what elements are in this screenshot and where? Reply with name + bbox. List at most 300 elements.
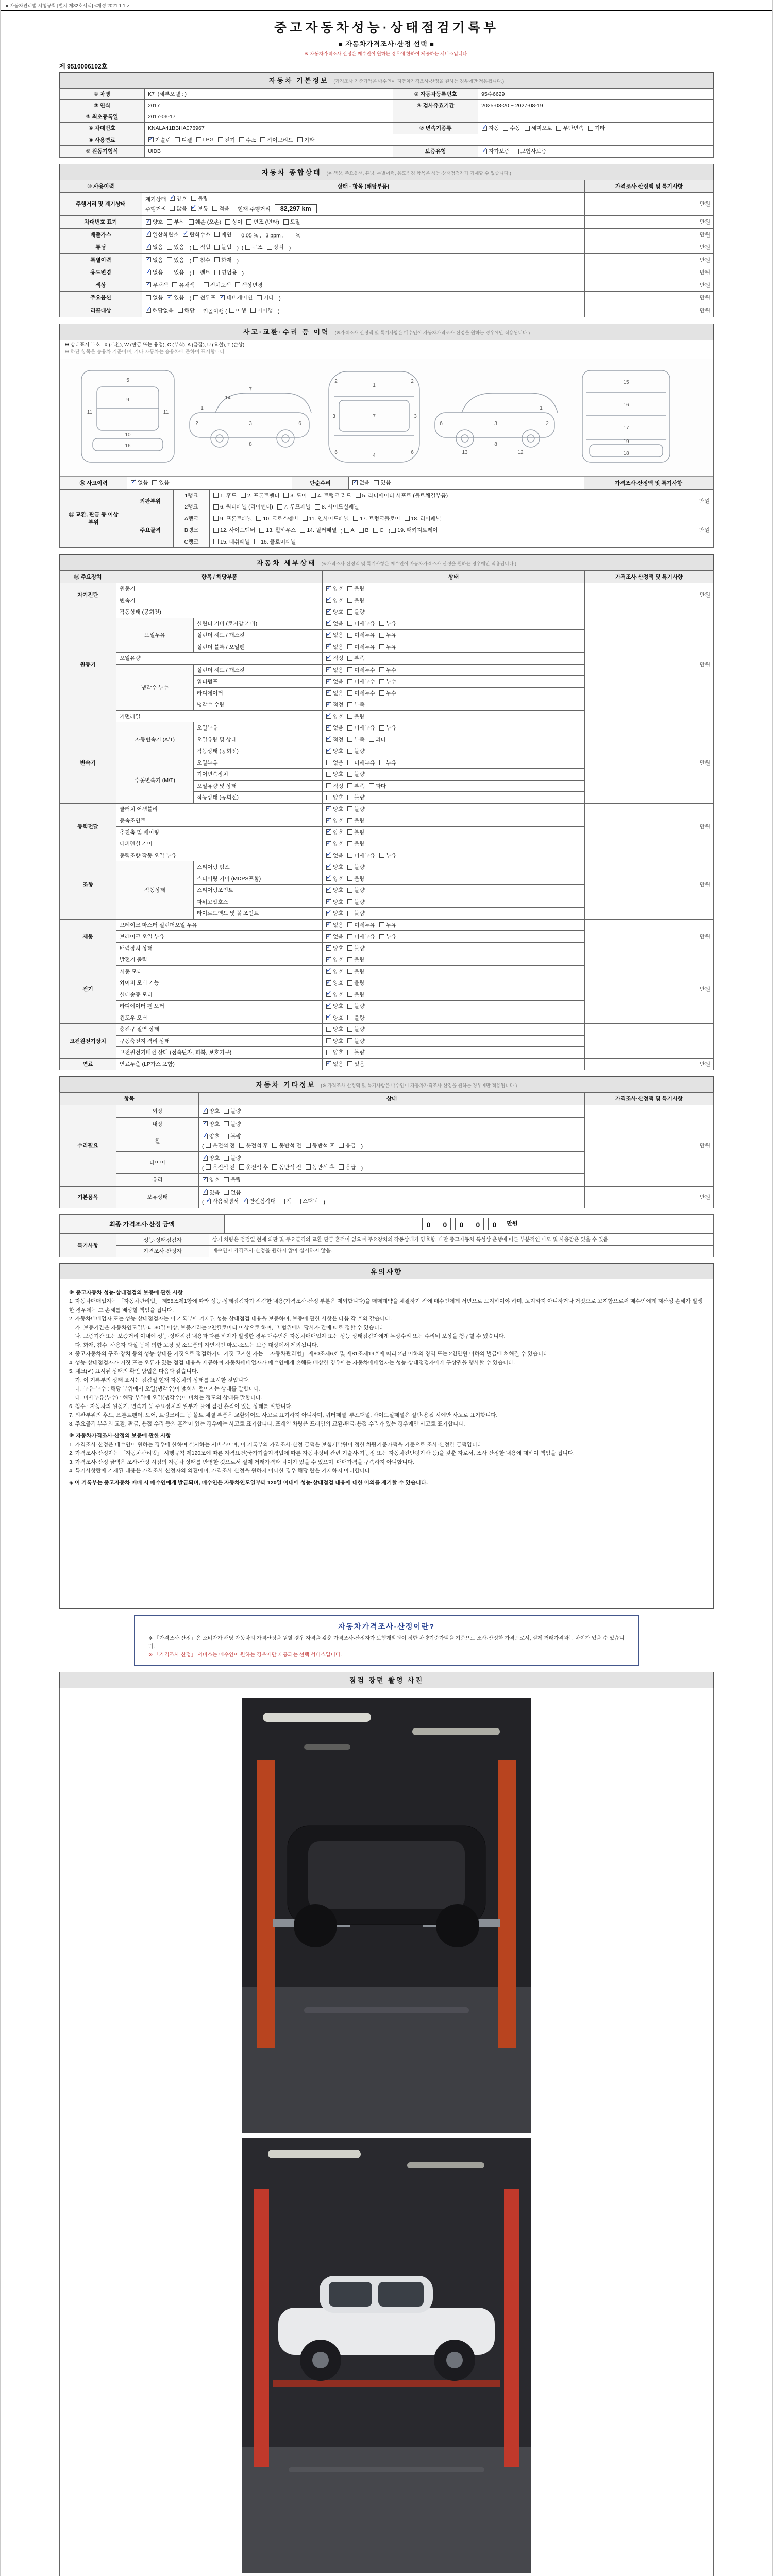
checkbox-label: 15. 대쉬패널 <box>220 538 250 545</box>
checkbox-미세누유[interactable] <box>347 620 375 628</box>
checkbox-보험사보증[interactable] <box>514 147 547 155</box>
checkbox-label: 불량 <box>354 794 365 801</box>
section-note: (가격조사 기준가액은 매수인이 자동차가격조사·산정을 원하는 경우에만 적용됩니다.) <box>333 79 505 84</box>
checkbox-양호[interactable] <box>170 195 187 202</box>
checkbox-불량[interactable] <box>347 1037 364 1045</box>
checkbox-양호[interactable] <box>203 1132 220 1140</box>
state-line <box>145 293 581 302</box>
checkbox-이행[interactable] <box>229 307 246 314</box>
checkbox-box <box>303 516 308 521</box>
state-line <box>145 306 581 316</box>
checkbox-있음[interactable] <box>167 243 184 251</box>
checkbox-label: 화재 <box>221 257 232 263</box>
checkbox-box <box>379 690 384 696</box>
checkbox-불량[interactable] <box>347 770 364 778</box>
checkbox-불량[interactable] <box>347 747 364 755</box>
checkbox-label: 불량 <box>230 1121 241 1127</box>
checkbox-있음[interactable] <box>203 1189 220 1196</box>
checkbox-label: 양호 <box>333 991 344 998</box>
checkbox-불량[interactable] <box>347 898 364 906</box>
checkbox-불량[interactable] <box>347 793 364 801</box>
checkbox-label: 양호 <box>333 748 344 754</box>
checkbox-미세누유[interactable] <box>347 759 375 767</box>
basic-row <box>60 111 714 123</box>
checkbox-동반석 후[interactable] <box>306 1142 335 1149</box>
checkbox-누수[interactable] <box>379 666 396 674</box>
checkbox-label: 양호 <box>333 586 344 592</box>
checkbox-적음[interactable] <box>212 205 229 212</box>
checkbox-보통[interactable] <box>191 205 208 212</box>
checkbox-없음[interactable] <box>352 479 369 486</box>
checkbox-불량[interactable] <box>224 1176 241 1183</box>
checkbox-label: 많음 <box>176 205 187 212</box>
checkbox-양호[interactable] <box>326 840 343 848</box>
checkbox-1. 후드[interactable] <box>213 492 237 499</box>
checkbox-응급[interactable] <box>339 1142 356 1149</box>
checkbox-전체도색[interactable] <box>204 281 231 289</box>
etc-row <box>60 1105 714 1118</box>
checkbox-없음[interactable] <box>131 479 148 486</box>
checkbox-부족[interactable] <box>347 654 364 662</box>
checkbox-양호[interactable] <box>326 713 343 720</box>
checkbox-7. 루프패널[interactable] <box>277 503 311 511</box>
checkbox-label: 훼손 (오손) <box>195 219 222 225</box>
checkbox-동반석 전[interactable] <box>272 1142 301 1149</box>
checkbox-box <box>339 1164 344 1170</box>
checkbox-없음[interactable] <box>326 852 343 859</box>
checkbox-box <box>146 219 151 225</box>
checkbox-없음[interactable] <box>326 689 343 697</box>
checkbox-label: 없음 <box>230 1189 241 1196</box>
checkbox-양호[interactable] <box>326 793 343 801</box>
checkbox-없음[interactable] <box>146 294 163 301</box>
checkbox-미세누수[interactable] <box>347 666 375 674</box>
checkbox-적정[interactable] <box>326 701 343 708</box>
checkbox-box <box>326 749 331 754</box>
checkbox-양호[interactable] <box>326 585 343 592</box>
checkbox-미세누유[interactable] <box>347 724 375 732</box>
checkbox-불량[interactable] <box>347 713 364 720</box>
item-state <box>323 745 585 757</box>
checkbox-부족[interactable] <box>347 701 364 708</box>
item-label: 실린더 커버 (로커암 커버) <box>194 618 323 630</box>
checkbox-양호[interactable] <box>146 218 163 226</box>
checkbox-미세누유[interactable] <box>347 852 375 859</box>
checkbox-불량[interactable] <box>347 944 364 952</box>
checkbox-양호[interactable] <box>326 909 343 917</box>
checkbox-box <box>203 1121 208 1126</box>
checkbox-자동[interactable] <box>482 124 499 132</box>
field-label <box>393 111 478 123</box>
basic-row <box>60 100 714 111</box>
page-title: 중고자동차성능·상태점검기록부 <box>274 21 499 35</box>
checkbox-미이행[interactable] <box>250 307 273 314</box>
checkbox-box <box>277 504 282 510</box>
checkbox-탄화수소[interactable] <box>183 231 211 239</box>
checkbox-무채색[interactable] <box>146 281 168 289</box>
field-label: ① 차명 <box>60 89 145 100</box>
document-number-value: 9510006102 <box>66 63 102 70</box>
checkbox-label: 9. 프론트패널 <box>220 515 253 522</box>
checkbox-label: 무채색 <box>153 282 169 289</box>
checkbox-양호[interactable] <box>326 770 343 778</box>
checkbox-box <box>347 725 352 731</box>
checkbox-양호[interactable] <box>203 1176 220 1183</box>
checkbox-불량[interactable] <box>347 1002 364 1010</box>
checkbox-부족[interactable] <box>347 782 364 790</box>
checkbox-무단변속[interactable] <box>556 124 584 132</box>
item-state <box>323 769 585 781</box>
svg-text:8: 8 <box>249 441 252 447</box>
checkbox-양호[interactable] <box>326 956 343 963</box>
checkbox-운전석 후[interactable] <box>239 1142 268 1149</box>
item-state <box>323 583 585 595</box>
checkbox-변조 (변타)[interactable] <box>246 218 279 226</box>
checkbox-양호[interactable] <box>326 898 343 906</box>
checkbox-양호[interactable] <box>326 608 343 616</box>
price-cell: 만원 <box>585 606 714 722</box>
checkbox-상이[interactable] <box>225 218 242 226</box>
checkbox-없음[interactable] <box>326 1060 343 1068</box>
checkbox-동반석 후[interactable] <box>306 1163 335 1171</box>
checkbox-네비게이션[interactable] <box>220 294 253 301</box>
checkbox-양호[interactable] <box>203 1120 220 1128</box>
detail-row <box>60 1024 714 1036</box>
checkbox-미세누유[interactable] <box>347 921 375 929</box>
checkbox-구조[interactable] <box>245 243 262 251</box>
price-cell: 만원 <box>585 228 714 241</box>
checkbox-미세누유[interactable] <box>347 631 375 639</box>
checkbox-label: 자가보증 <box>489 148 510 155</box>
checkbox-없음[interactable] <box>326 643 343 651</box>
checkbox-label: 전체도색 <box>210 282 231 289</box>
checkbox-불량[interactable] <box>224 1154 241 1162</box>
checkbox-없음[interactable] <box>146 268 163 276</box>
checkbox-적정[interactable] <box>326 654 343 662</box>
item-label: 배력장치 상태 <box>116 942 323 954</box>
checkbox-있음[interactable] <box>167 268 184 276</box>
checkbox-양호[interactable] <box>326 1048 343 1056</box>
checkbox-안전삼각대[interactable] <box>243 1197 276 1205</box>
checkbox-label: LPG <box>203 137 214 143</box>
notice-section <box>59 1263 714 1609</box>
checkbox-14. 필러패널[interactable] <box>300 526 337 534</box>
checkbox-적법[interactable] <box>193 243 210 251</box>
checkbox-있음[interactable] <box>347 1060 364 1068</box>
checkbox-label: 5. 라디에이터 서포트 (볼트체결부품) <box>362 492 448 499</box>
svg-text:1: 1 <box>540 405 543 411</box>
checkbox-기타[interactable] <box>588 124 605 132</box>
checkbox-불량[interactable] <box>347 956 364 963</box>
checkbox-누유[interactable] <box>379 852 396 859</box>
checkbox-미세누유[interactable] <box>347 643 375 651</box>
checkbox-양호[interactable] <box>326 886 343 894</box>
checkbox-수동[interactable] <box>503 124 520 132</box>
checkbox-양호[interactable] <box>326 747 343 755</box>
checkbox-양호[interactable] <box>326 1014 343 1022</box>
checkbox-많음[interactable] <box>170 205 187 212</box>
checkbox-미세누수[interactable] <box>347 677 375 685</box>
svg-text:6: 6 <box>334 449 338 455</box>
checkbox-불량[interactable] <box>347 828 364 836</box>
notice-line: 6. 침수 : 자동차의 원동기, 변속기 등 주요장치의 일부가 물에 잠긴 흔적이 있는 상태를 말합니다. <box>69 1403 293 1410</box>
checkbox-box <box>369 783 374 788</box>
checkbox-침수[interactable] <box>193 256 210 264</box>
state-line <box>202 1107 581 1116</box>
checkbox-누유[interactable] <box>379 631 396 639</box>
checkbox-B[interactable] <box>359 527 369 533</box>
checkbox-부족[interactable] <box>347 736 364 743</box>
checkbox-있음[interactable] <box>167 256 184 264</box>
checkbox-전기[interactable] <box>218 136 235 144</box>
checkbox-16. 플로어패널[interactable] <box>254 538 296 546</box>
checkbox-미세누수[interactable] <box>347 689 375 697</box>
checkbox-누유[interactable] <box>379 724 396 732</box>
checkbox-box <box>224 1134 229 1139</box>
checkbox-17. 트렁크플로어[interactable] <box>353 515 400 522</box>
checkbox-적정[interactable] <box>326 782 343 790</box>
checkbox-세미오토[interactable] <box>525 124 552 132</box>
remark-label: 특기사항 <box>60 1234 116 1257</box>
checkbox-매연[interactable] <box>214 231 231 239</box>
checkbox-하이브리드[interactable] <box>260 136 293 144</box>
checkbox-불량[interactable] <box>347 1014 364 1022</box>
checkbox-없음[interactable] <box>326 620 343 628</box>
item-state <box>323 931 585 943</box>
checkbox-10. 크로스멤버[interactable] <box>256 515 298 522</box>
checkbox-응급[interactable] <box>339 1163 356 1171</box>
checkbox-11. 인사이드패널[interactable] <box>303 515 349 522</box>
checkbox-누유[interactable] <box>379 620 396 628</box>
checkbox-불량[interactable] <box>191 195 208 202</box>
checkbox-불량[interactable] <box>347 805 364 813</box>
checkbox-12. 사이드멤버[interactable] <box>213 526 255 534</box>
checkbox-label: 부족 <box>354 702 365 708</box>
checkbox-label: 11. 인사이드패널 <box>309 515 349 522</box>
checkbox-없음[interactable] <box>326 933 343 940</box>
checkbox-유채색[interactable] <box>172 281 194 289</box>
svg-text:19: 19 <box>623 438 629 445</box>
checkbox-불량[interactable] <box>347 863 364 871</box>
checkbox-8. 사이드실패널[interactable] <box>315 503 359 511</box>
checkbox-운전석 전[interactable] <box>206 1163 235 1171</box>
checkbox-불량[interactable] <box>224 1132 241 1140</box>
checkbox-없음[interactable] <box>326 921 343 929</box>
checkbox-동반석 전[interactable] <box>272 1163 301 1171</box>
checkbox-LPG[interactable] <box>196 137 214 143</box>
checkbox-불량[interactable] <box>347 585 364 592</box>
checkbox-과다[interactable] <box>369 736 386 743</box>
checkbox-누유[interactable] <box>379 933 396 940</box>
checkbox-없음[interactable] <box>146 243 163 251</box>
checkbox-label: 불량 <box>354 841 365 847</box>
checkbox-불량[interactable] <box>347 840 364 848</box>
checkbox-적정[interactable] <box>326 736 343 743</box>
checkbox-box <box>203 1109 208 1114</box>
checkbox-label: 없음 <box>153 244 163 250</box>
checkbox-C[interactable] <box>373 527 384 533</box>
checkbox-누유[interactable] <box>379 759 396 767</box>
checkbox-label: 도말 <box>290 219 301 225</box>
item-label: 타이어 <box>116 1152 199 1174</box>
checkbox-없음[interactable] <box>326 631 343 639</box>
checkbox-사용설명서[interactable] <box>206 1197 239 1205</box>
checkbox-장치[interactable] <box>267 243 284 251</box>
checkbox-썬루프[interactable] <box>193 294 215 301</box>
item-state <box>323 1035 585 1047</box>
checkbox-불량[interactable] <box>347 886 364 894</box>
checkbox-불량[interactable] <box>347 608 364 616</box>
checkbox-양호[interactable] <box>326 968 343 975</box>
checkbox-box <box>193 295 198 300</box>
checkbox-도말[interactable] <box>283 218 300 226</box>
checkbox-label: 유채색 <box>179 282 195 289</box>
checkbox-양호[interactable] <box>326 805 343 813</box>
checkbox-자가보증[interactable] <box>482 147 510 155</box>
checkbox-13. 휠하우스[interactable] <box>259 526 296 534</box>
checkbox-box <box>326 911 331 916</box>
checkbox-없음[interactable] <box>146 256 163 264</box>
item-label: 시동 모터 <box>116 965 323 977</box>
checkbox-18. 리어패널[interactable] <box>405 515 441 522</box>
checkbox-label: 미세누유 <box>354 643 375 650</box>
checkbox-없음[interactable] <box>326 759 343 767</box>
basic-row <box>60 146 714 158</box>
checkbox-불량[interactable] <box>347 909 364 917</box>
checkbox-불량[interactable] <box>347 875 364 883</box>
checkbox-누수[interactable] <box>379 689 396 697</box>
checkbox-불법[interactable] <box>214 243 231 251</box>
amount-digit: 0 <box>422 1218 434 1230</box>
checkbox-양호[interactable] <box>326 944 343 952</box>
checkbox-label: 누수 <box>385 667 397 673</box>
checkbox-없음[interactable] <box>326 677 343 685</box>
checkbox-있음[interactable] <box>374 479 391 486</box>
checkbox-훼손 (오손)[interactable] <box>189 218 221 226</box>
checkbox-불량[interactable] <box>347 1025 364 1033</box>
checkbox-영업용[interactable] <box>214 268 237 276</box>
checkbox-누유[interactable] <box>379 921 396 929</box>
checkbox-일산화탄소[interactable] <box>146 231 179 239</box>
checkbox-해당[interactable] <box>178 307 195 314</box>
text: ( <box>202 1199 206 1206</box>
checkbox-A[interactable] <box>344 527 355 533</box>
checkbox-box <box>146 282 151 287</box>
checkbox-있음[interactable] <box>167 294 184 301</box>
checkbox-불량[interactable] <box>347 597 364 604</box>
checkbox-6. 쿼터패널 (리어펜더)[interactable] <box>213 503 273 511</box>
state-line <box>202 1154 581 1163</box>
checkbox-미세누유[interactable] <box>347 933 375 940</box>
checkbox-양호[interactable] <box>326 828 343 836</box>
checkbox-불량[interactable] <box>347 968 364 975</box>
checkbox-4. 트렁크 리드[interactable] <box>311 492 351 499</box>
price-cell: 만원 <box>585 1105 714 1187</box>
checkbox-누유[interactable] <box>379 643 396 651</box>
checkbox-불량[interactable] <box>347 1048 364 1056</box>
checkbox-5. 라디에이터 서포트 (볼트체결부품)[interactable] <box>356 492 448 499</box>
row-state <box>142 279 585 292</box>
checkbox-기타[interactable] <box>297 136 314 144</box>
checkbox-15. 대쉬패널[interactable] <box>213 538 250 546</box>
checkbox-없음[interactable] <box>326 666 343 674</box>
final-opinion-table <box>59 1234 714 1257</box>
checkbox-19. 패키지트레이[interactable] <box>391 526 438 534</box>
checkbox-양호[interactable] <box>326 991 343 998</box>
state-line <box>145 204 581 214</box>
checkbox-label: 불량 <box>230 1155 241 1161</box>
checkbox-box <box>347 667 352 672</box>
checkbox-잭[interactable] <box>280 1197 292 1205</box>
checkbox-과다[interactable] <box>369 782 386 790</box>
checkbox-box <box>326 818 331 823</box>
checkbox-box <box>167 270 172 275</box>
checkbox-양호[interactable] <box>326 597 343 604</box>
checkbox-3. 도어[interactable] <box>283 492 307 499</box>
checkbox-label: 침수 <box>199 257 211 263</box>
checkbox-box <box>206 1199 211 1204</box>
checkbox-디젤[interactable] <box>175 136 192 144</box>
checkbox-9. 프론트패널[interactable] <box>213 515 252 522</box>
checkbox-있음[interactable] <box>152 479 169 486</box>
checkbox-box <box>347 969 352 974</box>
item-state <box>323 676 585 688</box>
section-note: (※가격조사·산정액 및 특기사항은 매수인이 자동차가격조사·산정을 원하는 경우에만 적용됩니다.) <box>321 561 517 566</box>
checkbox-불량[interactable] <box>347 979 364 987</box>
field-label: ⑤ 최초등록일 <box>60 111 145 123</box>
checkbox-기타[interactable] <box>257 294 274 301</box>
checkbox-불량[interactable] <box>347 817 364 824</box>
checkbox-box <box>175 137 180 142</box>
notice-line: 2. 가격조사·산정자는 「자동차관리법」 시행규칙 제120조에 따른 자격요건(국가기술자격법에 따른 자동차정비 관련 기술사·기능장 또는 자동차진단평가사 등)을 갖춘 자로서, 조사·산정한 내용에 대하여 책임을 집니다. <box>69 1450 575 1456</box>
svg-text:1: 1 <box>200 405 204 411</box>
checkbox-label: 양호 <box>333 957 344 963</box>
checkbox-불량[interactable] <box>224 1107 241 1115</box>
checkbox-양호[interactable] <box>326 863 343 871</box>
checkbox-label: 자동 <box>489 125 499 131</box>
checkbox-불량[interactable] <box>347 991 364 998</box>
checkbox-양호[interactable] <box>326 1037 343 1045</box>
checkbox-양호[interactable] <box>326 1002 343 1010</box>
checkbox-화재[interactable] <box>214 256 231 264</box>
checkbox-스패너[interactable] <box>296 1197 318 1205</box>
checkbox-가솔린[interactable] <box>148 136 171 144</box>
checkbox-색상변경[interactable] <box>235 281 263 289</box>
checkbox-불량[interactable] <box>224 1120 241 1128</box>
checkbox-운전석 전[interactable] <box>206 1142 235 1149</box>
checkbox-2. 프론트펜더[interactable] <box>241 492 279 499</box>
checkbox-운전석 후[interactable] <box>239 1163 268 1171</box>
checkbox-부식[interactable] <box>167 218 184 226</box>
checkbox-양호[interactable] <box>326 979 343 987</box>
checkbox-양호[interactable] <box>203 1154 220 1162</box>
checkbox-없음[interactable] <box>224 1189 241 1196</box>
checkbox-box <box>391 528 396 533</box>
checkbox-누수[interactable] <box>379 677 396 685</box>
checkbox-양호[interactable] <box>326 875 343 883</box>
checkbox-렌트[interactable] <box>193 268 210 276</box>
checkbox-양호[interactable] <box>326 1025 343 1033</box>
checkbox-수소[interactable] <box>239 136 256 144</box>
checkbox-양호[interactable] <box>203 1107 220 1115</box>
checkbox-label: 있음 <box>354 1061 365 1067</box>
checkbox-box <box>214 245 220 250</box>
checkbox-해당없음[interactable] <box>146 307 174 314</box>
checkbox-없음[interactable] <box>326 724 343 732</box>
final-amount-label: 최종 가격조사·산정 금액 <box>60 1214 225 1233</box>
checkbox-양호[interactable] <box>326 817 343 824</box>
checkbox-box <box>347 934 352 939</box>
